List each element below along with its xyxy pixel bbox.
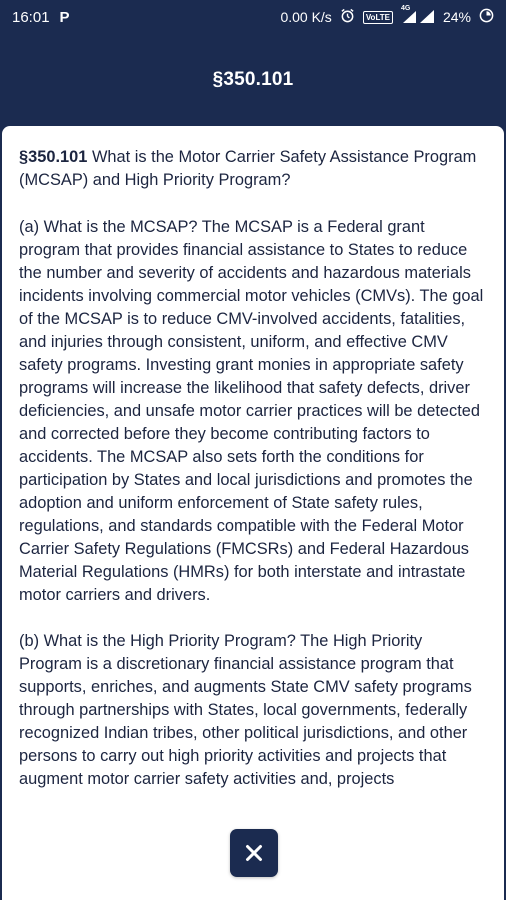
alarm-icon <box>340 8 355 26</box>
paragraph-a: (a) What is the MCSAP? The MCSAP is a Federal grant program that provides financial assistance to States to reduce the number and severity of accidents and hazardous materials incidents involving commercial motor vehicles (CMVs). The goal of the MCSAP is to reduce CMV-involved accidents, fatalities, and injuries through consistent, uniform, and effective CMV safety programs. Investing grant monies in appropriate safety programs will increase the likelihood that safety defects, driver deficiencies, and unsafe motor carrier practices will be detected and corrected before they become contributing factors to accidents. The MCSAP also sets forth the conditions for participation by States and local jurisdictions and promotes the adoption and uniform enforcement of State safety rules, regulations, and standards compatible with the Federal Motor Carrier Safety Regulations (FMCSRs) and Federal Hazardous Material Regulations (HMRs) for both interstate and intrastate motor carriers and drivers. <box>19 218 484 604</box>
page-title: §350.101 <box>212 69 294 90</box>
p-icon: P <box>59 8 70 26</box>
network-speed: 0.00 K/s <box>280 9 332 25</box>
section-heading <box>19 146 487 192</box>
battery-percent: 24% <box>442 9 471 25</box>
close-icon <box>245 844 263 862</box>
status-bar <box>0 0 506 34</box>
section-sheet[interactable] <box>2 126 504 900</box>
section-number: §350.101 <box>19 148 88 166</box>
battery-icon <box>479 8 494 26</box>
close-button[interactable] <box>230 829 278 877</box>
network-type: 4G <box>400 4 411 12</box>
app-header <box>0 34 506 126</box>
section-content <box>2 126 504 791</box>
status-time: 16:01 <box>12 8 50 26</box>
volte-badge: VoLTE <box>363 11 393 24</box>
paragraph-b: (b) What is the High Priority Program? The High Priority Program is a discretionary financial assistance program that supports, enriches, and augments State CMV safety programs through partnerships with States, local governments, federally recognized Indian tribes, other political jurisdictions, and other persons to carry out high priority activities and projects that augment motor carrier safety activities and, projects <box>19 632 472 788</box>
signal-icon <box>400 4 435 26</box>
section-title: What is the Motor Carrier Safety Assistance Program (MCSAP) and High Priority Program? <box>19 148 477 189</box>
